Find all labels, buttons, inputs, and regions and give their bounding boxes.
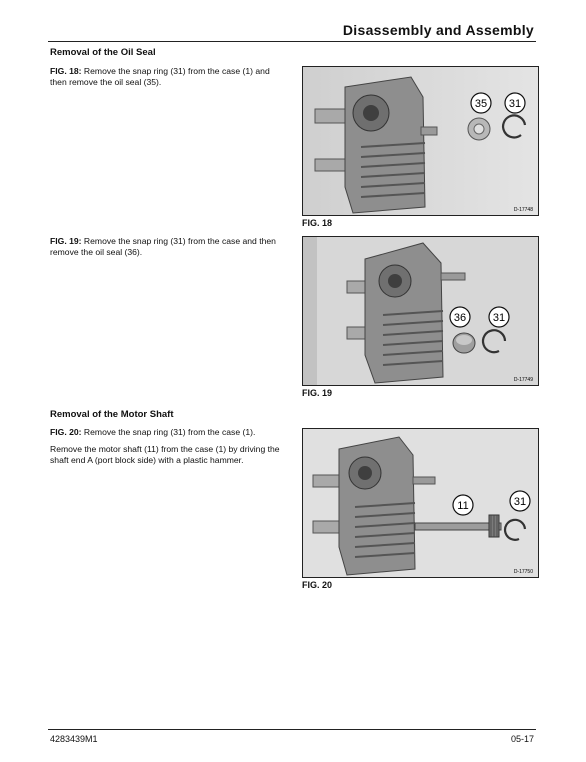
gearbox-photo-20 — [303, 429, 538, 577]
gearbox-photo-18 — [303, 67, 538, 215]
svg-text:11: 11 — [457, 500, 469, 512]
svg-text:31: 31 — [508, 98, 522, 110]
svg-text:31: 31 — [492, 312, 506, 324]
callout-36 — [450, 307, 470, 327]
gearbox-photo-19 — [303, 237, 538, 385]
footer-doc-number: 4283439M1 — [50, 734, 98, 744]
paragraph-fig18 — [50, 66, 286, 88]
fig18-text: Remove the snap ring (31) from the case (1) and then remove the oil seal (35). — [50, 66, 270, 87]
page-title: Disassembly and Assembly — [342, 22, 534, 38]
fig20-label: FIG. 20: — [50, 427, 82, 437]
photo-fig18 — [302, 66, 539, 216]
fig18-caption: FIG. 18 — [302, 218, 333, 228]
section-heading-oil-seal: Removal of the Oil Seal — [50, 47, 156, 58]
callout-31 — [510, 491, 530, 511]
callout-31 — [505, 93, 525, 113]
fig19-label: FIG. 19: — [50, 236, 82, 246]
fig20-text: Remove the snap ring (31) from the case (1). — [81, 427, 256, 437]
callout-35 — [471, 93, 491, 113]
figure-code: D-17750 — [513, 569, 533, 575]
footer-rule — [48, 729, 536, 730]
paragraph-fig19 — [50, 236, 286, 258]
photo-fig20 — [302, 428, 539, 578]
fig19-text: Remove the snap ring (31) from the case and then remove the oil seal (36). — [50, 236, 276, 257]
footer-page-number: 05-17 — [510, 734, 534, 744]
header-rule — [48, 41, 536, 42]
svg-text:31: 31 — [513, 496, 527, 508]
figure-code: D-17748 — [513, 207, 533, 213]
fig18-label: FIG. 18: — [50, 66, 82, 76]
photo-fig19 — [302, 236, 539, 386]
fig20-caption: FIG. 20 — [302, 580, 333, 590]
paragraph-fig20-motor-shaft: Remove the motor shaft (11) from the case (1) by driving the shaft end A (port block side) with a plastic hammer. — [50, 444, 280, 465]
section-heading-motor-shaft: Removal of the Motor Shaft — [50, 409, 174, 420]
callout-11 — [453, 495, 473, 515]
paragraph-fig20 — [50, 427, 286, 438]
svg-text:36: 36 — [453, 312, 467, 324]
svg-text:35: 35 — [474, 98, 488, 110]
callout-31 — [489, 307, 509, 327]
figure-code: D-17749 — [513, 377, 533, 383]
fig19-caption: FIG. 19 — [302, 388, 333, 398]
